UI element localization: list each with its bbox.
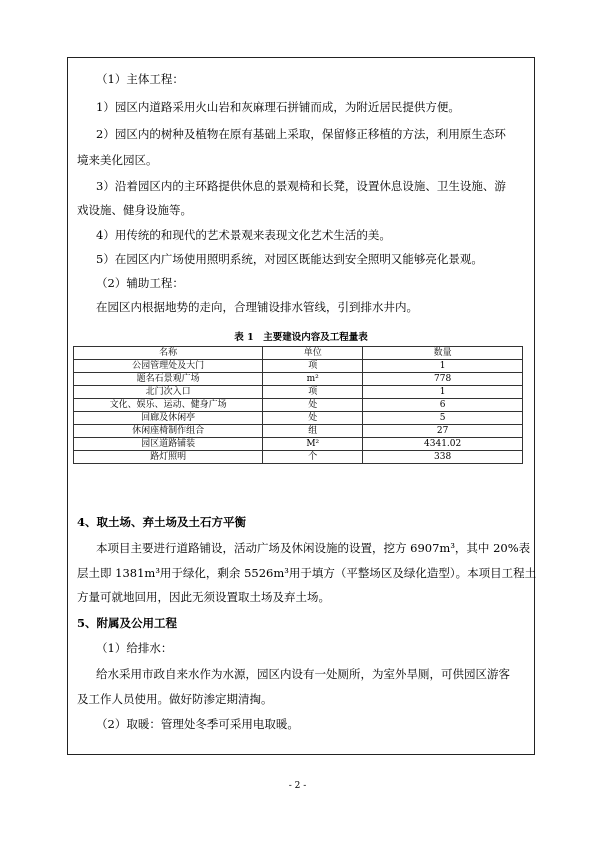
table-cell: 回廊及休闲亭	[74, 412, 263, 425]
table-cell: 6	[363, 399, 523, 412]
table-row	[74, 451, 523, 464]
table-header-cell: 单位	[263, 347, 363, 360]
construction-table	[73, 346, 523, 464]
table-cell: 个	[263, 451, 363, 464]
section-4-line-3: 方量可就地回用，因此无须设置取土场及弃土场。	[77, 590, 330, 604]
table-cell: 园区道路铺装	[74, 438, 263, 451]
table-cell: 778	[363, 373, 523, 386]
section-5-sub-1: （1）给排水：	[96, 641, 173, 655]
section-4-line-2: 层土即 1381m³用于绿化，剩余 5526m³用于填方（平整场区及绿化造型）。本项目工程土	[77, 566, 537, 580]
table-cell: 北门次入口	[74, 386, 263, 399]
table-row	[74, 438, 523, 451]
table-row	[74, 425, 523, 438]
table-cell: 27	[363, 425, 523, 438]
paragraph-item-1: 1）园区内道路采用火山岩和灰麻理石拼铺而成，为附近居民提供方便。	[96, 100, 460, 114]
main-works-heading: （1）主体工程：	[96, 72, 184, 86]
table-cell: 1	[363, 360, 523, 373]
table-cell: 休闲座椅制作组合	[74, 425, 263, 438]
table-cell: 公园管理处及大门	[74, 360, 263, 373]
section-5-line-1: 给水采用市政自来水作为水源，园区内设有一处厕所，为室外旱厕，可供园区游客	[96, 667, 510, 681]
table-cell: 4341.02	[363, 438, 523, 451]
paragraph-item-2-line-2: 境来美化园区。	[77, 153, 158, 167]
paragraph-item-3-line-2: 戏设施、健身设施等。	[77, 203, 192, 217]
table-cell: m²	[263, 373, 363, 386]
table-header-cell: 名称	[74, 347, 263, 360]
table-row	[74, 373, 523, 386]
section-5-sub-2: （2）取暖：管理处冬季可采用电取暖。	[96, 717, 299, 731]
table-header-row	[74, 347, 523, 360]
aux-works-text: 在园区内根据地势的走向，合理铺设排水管线，引到排水井内。	[96, 300, 418, 314]
section-4-heading: 4、取土场、弃土场及土石方平衡	[77, 515, 246, 529]
paragraph-item-4: 4）用传统的和现代的艺术景观来表现文化艺术生活的美。	[96, 228, 391, 242]
table-cell: 处	[263, 412, 363, 425]
paragraph-item-2-line-1: 2）园区内的树种及植物在原有基础上采取，保留修正移植的方法，利用原生态环	[96, 127, 506, 141]
table-cell: 题名石景观广场	[74, 373, 263, 386]
table-row	[74, 399, 523, 412]
table-cell: 路灯照明	[74, 451, 263, 464]
section-5-line-2: 及工作人员使用。做好防渗定期清掏。	[77, 692, 273, 706]
page-number: - 2 -	[288, 781, 307, 791]
table-cell: 1	[363, 386, 523, 399]
paragraph-item-3-line-1: 3）沿着园区内的主环路提供休息的景观椅和长凳，设置休息设施、卫生设施、游	[96, 179, 506, 193]
table-cell: M²	[263, 438, 363, 451]
table-cell: 文化、娱乐、运动、健身广场	[74, 399, 263, 412]
table-header-cell: 数量	[363, 347, 523, 360]
table-cell: 项	[263, 386, 363, 399]
table-cell: 组	[263, 425, 363, 438]
table-cell: 338	[363, 451, 523, 464]
aux-works-heading: （2）辅助工程：	[96, 276, 184, 290]
table-row	[74, 360, 523, 373]
section-5-heading: 5、附属及公用工程	[77, 616, 178, 630]
table-cell: 项	[263, 360, 363, 373]
table-cell: 处	[263, 399, 363, 412]
section-4-line-1: 本项目主要进行道路铺设，活动广场及休闲设施的设置，挖方 6907m³，其中 20%表	[96, 541, 531, 555]
table-row	[74, 386, 523, 399]
table-caption: 表 1 主要建设内容及工程量表	[234, 332, 368, 343]
table-row	[74, 412, 523, 425]
paragraph-item-5: 5）在园区内广场使用照明系统，对园区既能达到安全照明又能够亮化景观。	[96, 252, 483, 266]
table-cell: 5	[363, 412, 523, 425]
